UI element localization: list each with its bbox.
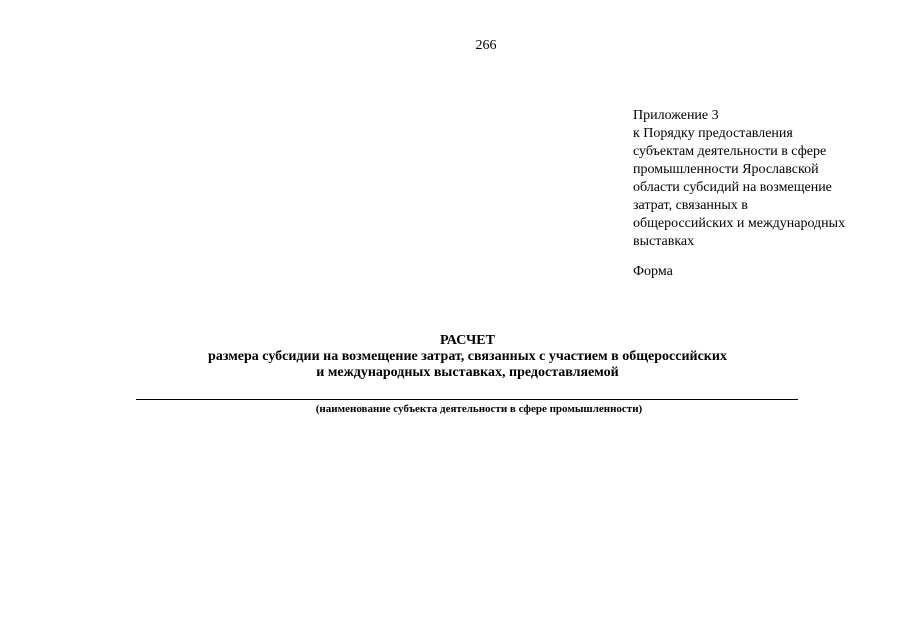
appendix-line: общероссийских и международных bbox=[633, 216, 846, 231]
page-number: 266 bbox=[475, 38, 497, 53]
document-title: РАСЧЕТ bbox=[440, 333, 495, 348]
appendix-title: Приложение 3 bbox=[633, 108, 719, 123]
appendix-line: области субсидий на возмещение bbox=[633, 180, 832, 195]
appendix-line: затрат, связанных в bbox=[633, 198, 748, 213]
entity-name-blank-line bbox=[136, 399, 798, 400]
document-heading bbox=[0, 332, 905, 381]
appendix-line: промышленности Ярославской bbox=[633, 162, 819, 177]
form-label: Форма bbox=[633, 264, 673, 279]
document-subtitle-line: размера субсидии на возмещение затрат, связанных с участием в общероссийских bbox=[208, 349, 727, 364]
document-subtitle-line: и международных выставках, предоставляемой bbox=[316, 365, 619, 380]
appendix-line: субъектам деятельности в сфере bbox=[633, 144, 827, 159]
appendix-line: к Порядку предоставления bbox=[633, 126, 793, 141]
entity-name-caption: (наименование субъекта деятельности в сфере промышленности) bbox=[315, 403, 643, 415]
appendix-block bbox=[633, 107, 895, 251]
appendix-line: выставках bbox=[633, 234, 695, 249]
